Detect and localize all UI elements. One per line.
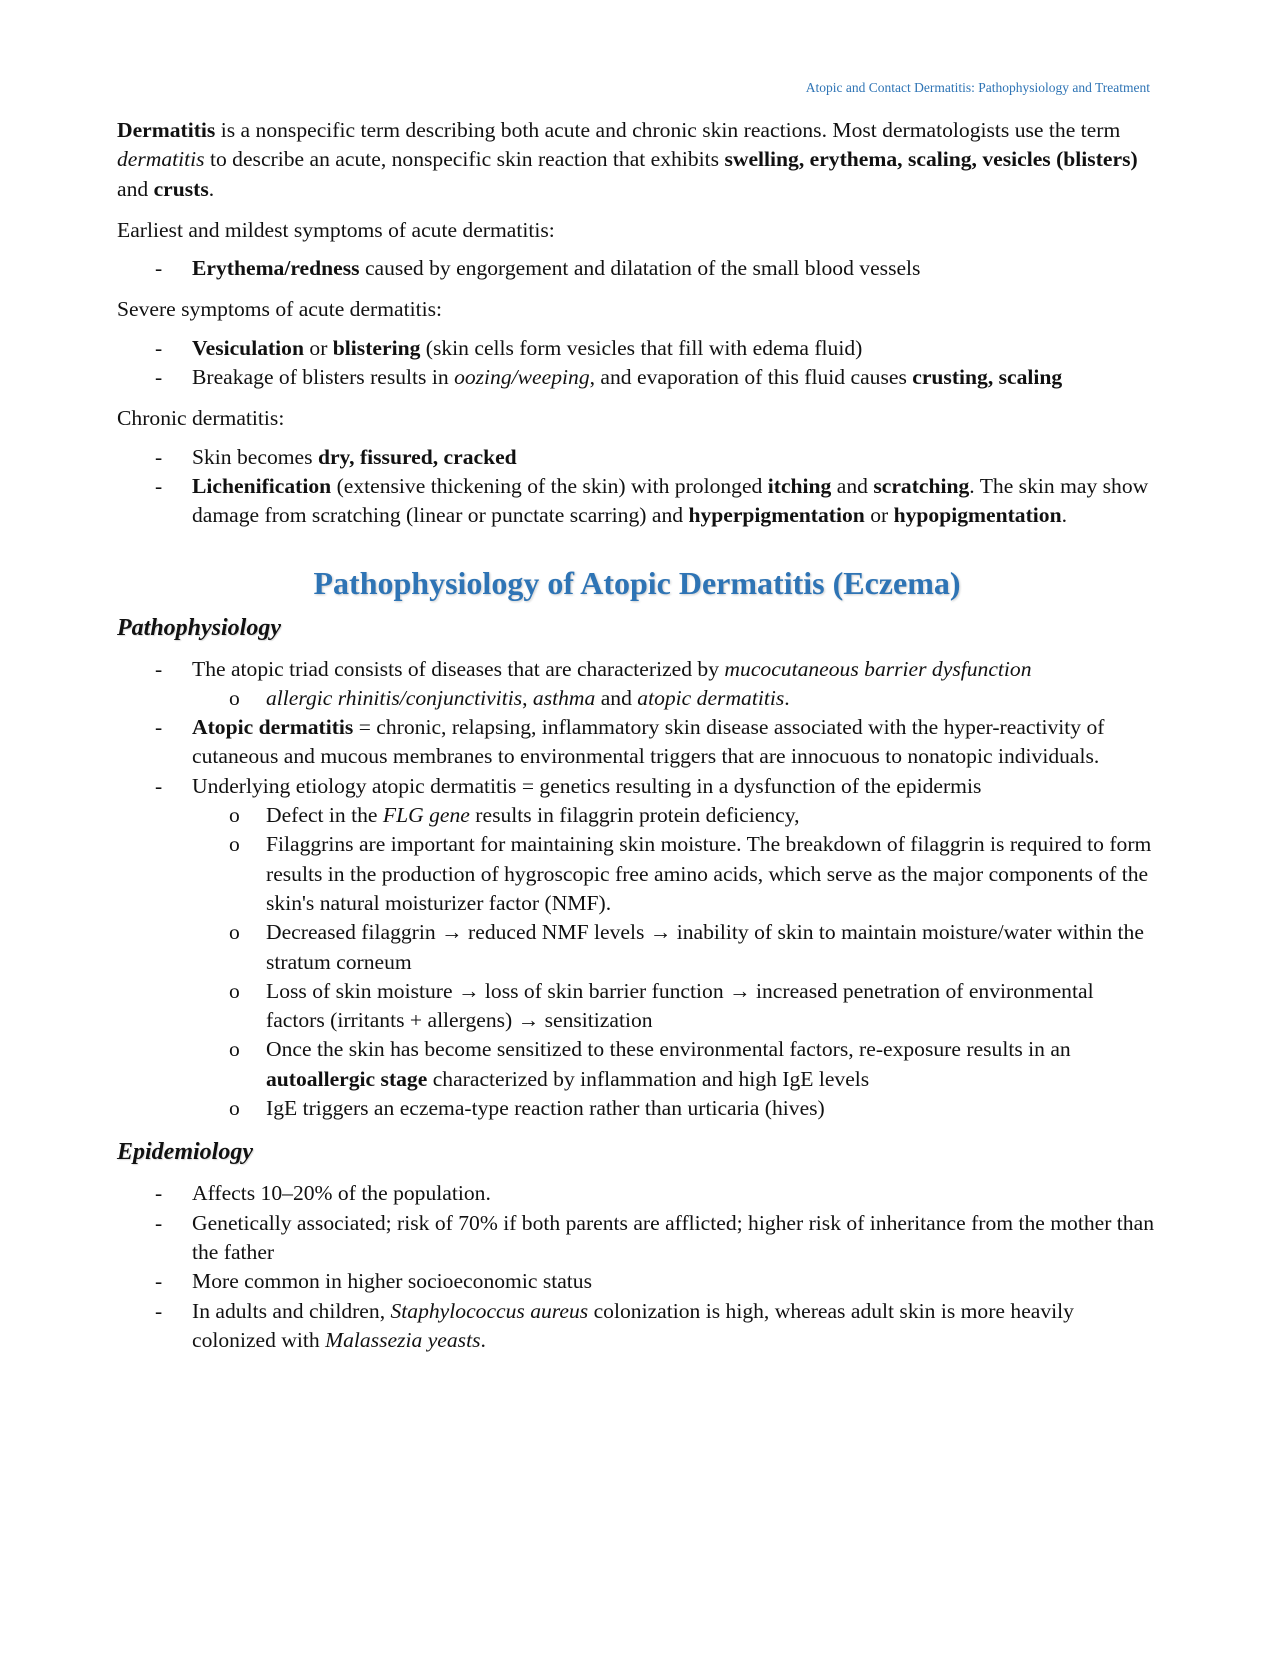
text-run: and: [831, 473, 874, 498]
text-run: Genetically associated; risk of 70% if both parents are afflicted; higher risk of inheritance from the mother than the father: [192, 1210, 1154, 1264]
list-item: [117, 1094, 1157, 1123]
text-run: More common in higher socioeconomic status: [192, 1269, 593, 1294]
list-item: [117, 472, 1157, 531]
bold-text: itching: [767, 473, 832, 498]
circle-bullet-icon: o: [229, 920, 240, 945]
circle-bullet-icon: o: [229, 978, 240, 1003]
bullet-list: [117, 254, 1157, 283]
text-run: colonization is high, whereas adult skin is more heavily colonized with: [192, 1298, 1074, 1352]
text-run: or: [304, 335, 333, 360]
text-run: The atopic triad consists of diseases that are characterized by: [192, 656, 725, 681]
dash-bullet-icon: -: [155, 365, 163, 390]
text-run: characterized by inflammation and high IgE levels: [427, 1066, 870, 1091]
dash-bullet-icon: -: [155, 1298, 163, 1323]
bold-text: hypopigmentation: [893, 503, 1062, 528]
bold-text: Erythema/redness: [192, 256, 360, 281]
list-item: [117, 684, 1157, 713]
circle-bullet-icon: o: [229, 803, 240, 828]
bold-text: swelling, erythema, scaling, vesicles (blisters): [724, 147, 1138, 172]
dash-bullet-icon: -: [155, 715, 163, 740]
bold-text: blistering: [332, 335, 421, 360]
bold-text: crusting, scaling: [912, 365, 1063, 390]
text-run: Breakage of blisters results in: [192, 365, 455, 390]
list-item: [117, 1297, 1157, 1356]
text-run: Loss of skin moisture → loss of skin barrier function → increased penetration of environmental factors (irritants + allergens) → sensitization: [266, 978, 1094, 1033]
text-run: results in filaggrin protein deficiency,: [469, 803, 800, 828]
text-run: (skin cells form vesicles that fill with edema fluid): [420, 335, 863, 360]
circle-bullet-icon: o: [229, 832, 240, 857]
list-item: [117, 830, 1157, 918]
italic-text: allergic rhinitis/conjunctivitis: [266, 685, 523, 710]
text-run: In adults and children,: [192, 1298, 391, 1323]
italic-text: asthma: [532, 685, 596, 710]
paragraph: [117, 295, 1157, 324]
bold-text: hyperpigmentation: [688, 503, 865, 528]
section-heading: [117, 561, 1157, 605]
text-run: and: [117, 176, 154, 201]
text-run: Filaggrins are important for maintaining skin moisture. The breakdown of filaggrin is required to form results in the production of hygroscopic free amino acids, which serve as the major components of the skin's natural moisturizer factor (NMF).: [266, 832, 1152, 915]
text-run: is a nonspecific term describing both acute and chronic skin reactions. Most dermatologists use the term: [215, 118, 1121, 142]
text-run: .: [480, 1327, 486, 1352]
list-item: [117, 713, 1157, 772]
dash-bullet-icon: -: [155, 473, 163, 498]
text-run: caused by engorgement and dilatation of the small blood vessels: [359, 256, 921, 281]
text-run: (extensive thickening of the skin) with prolonged: [331, 473, 768, 498]
text-run: Skin becomes: [192, 444, 318, 469]
circle-bullet-icon: o: [229, 685, 240, 710]
paragraph: [117, 216, 1157, 245]
text-run: = chronic, relapsing, inflammatory skin disease associated with the hyper-reactivity of cutaneous and mucous membranes to environmental triggers that are innocuous to nonatopic individuals.: [192, 715, 1105, 769]
italic-text: mucocutaneous barrier dysfunction: [724, 656, 1032, 681]
dash-bullet-icon: -: [155, 1181, 163, 1206]
bold-text: crusts: [153, 176, 209, 201]
text-run: Severe symptoms of acute dermatitis:: [117, 297, 443, 322]
list-item: [117, 772, 1157, 801]
list-item: [117, 977, 1157, 1036]
document-body: [117, 116, 1157, 1367]
list-item: [117, 1035, 1157, 1094]
text-run: , and evaporation of this fluid causes: [589, 365, 913, 390]
italic-text: Staphylococcus aureus: [390, 1298, 589, 1323]
italic-text: dermatitis: [117, 147, 205, 172]
text-run: Defect in the: [266, 803, 383, 828]
dash-bullet-icon: -: [155, 1269, 163, 1294]
bullet-list: [117, 334, 1157, 393]
list-item: [117, 655, 1157, 684]
bold-text: autoallergic stage: [266, 1066, 428, 1091]
text-run: to describe an acute, nonspecific skin reaction that exhibits: [204, 147, 725, 172]
bold-text: dry, fissured, cracked: [317, 444, 517, 469]
italic-text: FLG gene: [382, 803, 470, 828]
paragraph: [117, 404, 1157, 433]
text-run: Once the skin has become sensitized to these environmental factors, re-exposure results in an: [266, 1037, 1071, 1062]
italic-text: oozing/weeping: [454, 365, 590, 390]
list-item: [117, 1179, 1157, 1208]
text-run: or: [864, 503, 894, 528]
bullet-list: [117, 655, 1157, 1124]
bold-text: Atopic dermatitis: [192, 715, 354, 740]
running-header: Atopic and Contact Dermatitis: Pathophysiology and Treatment: [805, 80, 1150, 95]
italic-text: atopic dermatitis: [637, 685, 785, 710]
text-run: Earliest and mildest symptoms of acute dermatitis:: [117, 217, 555, 242]
bold-text: Dermatitis: [117, 118, 216, 142]
bullet-list: [117, 443, 1157, 531]
circle-bullet-icon: o: [229, 1096, 240, 1121]
text-run: . The skin may show damage from scratching (linear or punctate scarring) and: [192, 473, 1149, 528]
dash-bullet-icon: -: [155, 335, 163, 360]
text-run: ,: [522, 685, 533, 710]
dash-bullet-icon: -: [155, 773, 163, 798]
bold-text: Lichenification: [192, 473, 332, 498]
list-item: [117, 254, 1157, 283]
bold-text: Vesiculation: [192, 335, 304, 360]
list-item: [117, 443, 1157, 472]
text-run: Pathophysiology: [117, 614, 282, 641]
text-run: Decreased filaggrin → reduced NMF levels → inability of skin to maintain moisture/water within the stratum corneum: [266, 920, 1144, 974]
subsection-heading: [117, 1135, 1157, 1169]
list-item: [117, 801, 1157, 830]
text-run: Epidemiology: [117, 1139, 253, 1166]
text-run: Underlying etiology atopic dermatitis = genetics resulting in a dysfunction of the epidermis: [192, 773, 982, 798]
bullet-list: [117, 1179, 1157, 1355]
italic-text: Malassezia yeasts: [325, 1327, 481, 1352]
text-run: IgE triggers an eczema-type reaction rather than urticaria (hives): [266, 1096, 825, 1121]
text-run: Affects 10–20% of the population.: [192, 1181, 491, 1206]
list-item: [117, 1209, 1157, 1268]
text-run: .: [784, 685, 790, 710]
bold-text: scratching: [873, 473, 970, 498]
list-item: [117, 1267, 1157, 1296]
subsection-heading: [117, 611, 1157, 645]
text-run: and: [595, 685, 638, 710]
text-run: .: [1061, 503, 1067, 528]
text-run: .: [208, 176, 215, 201]
text-run: Pathophysiology of Atopic Dermatitis (Eczema): [313, 564, 961, 601]
list-item: [117, 363, 1157, 392]
paragraph: [117, 116, 1157, 204]
list-item: [117, 334, 1157, 363]
circle-bullet-icon: o: [229, 1037, 240, 1062]
dash-bullet-icon: -: [155, 256, 163, 281]
list-item: [117, 918, 1157, 977]
dash-bullet-icon: -: [155, 444, 163, 469]
dash-bullet-icon: -: [155, 1210, 163, 1235]
dash-bullet-icon: -: [155, 656, 163, 681]
text-run: Chronic dermatitis:: [117, 406, 285, 431]
